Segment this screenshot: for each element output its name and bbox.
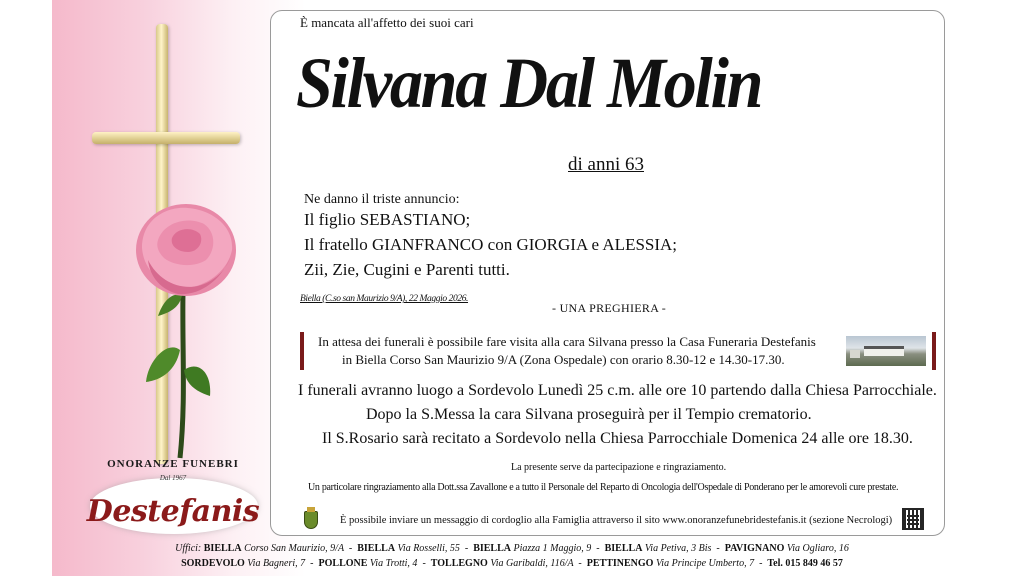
funeral-line: I funerali avranno luogo a Sordevolo Lunedì 25 c.m. alle ore 10 partendo dalla Chiesa Parrocchiale. [298, 382, 937, 399]
footer-address: Corso San Maurizio, 9/A [244, 543, 344, 554]
thanks-line: La presente serve da partecipazione e ringraziamento. [511, 462, 727, 473]
announce-text: Ne danno il triste annuncio: [304, 192, 460, 207]
logo-top-text: ONORANZE FUNEBRI [107, 458, 239, 470]
photo-building [864, 346, 904, 356]
footer-city: SORDEVOLO [181, 558, 245, 569]
intro-text: È mancata all'affetto dei suoi cari [300, 15, 474, 30]
footer-address: Via Principe Umberto, 7 [655, 558, 755, 569]
qr-code-icon[interactable] [902, 508, 924, 530]
footer-city: TOLLEGNO [430, 558, 488, 569]
visit-box [300, 332, 936, 370]
visit-line: In attesa dei funerali è possibile fare visita alla cara Silvana presso la Casa Funeraria Destefanis [318, 334, 816, 349]
coat-of-arms-icon [304, 511, 318, 529]
footer-address: Via Trotti, 4 [369, 558, 418, 569]
footer-address: Via Petiva, 3 Bis [644, 543, 712, 554]
funeral-line: Il S.Rosario sarà recitato a Sordevolo nella Chiesa Parrocchiale Domenica 24 alle ore 18.30. [322, 430, 913, 447]
footer-line-2: SORDEVOLO Via Bagneri, 7 - POLLONE Via Trotti, 4 - TOLLEGNO Via Garibaldi, 116/A - PETTINENGO Via Principe Umberto, 7 - Tel. 015 849 46 57 [181, 558, 843, 569]
footer-address: Via Rosselli, 55 [397, 543, 460, 554]
funeral-home-photo [846, 336, 926, 366]
footer-lead: Uffici: [175, 543, 204, 554]
place-date: Biella (C.so san Maurizio 9/A), 22 Maggio 2026. [300, 294, 469, 304]
footer-address: Via Ogliaro, 16 [786, 543, 849, 554]
relative-line: Il fratello GIANFRANCO con GIORGIA e ALESSIA; [304, 235, 678, 254]
relative-line: Il figlio SEBASTIANO; [304, 210, 471, 229]
funeral-home-logo [78, 458, 268, 536]
photo-building-small [850, 350, 860, 358]
condolence-text: È possibile inviare un messaggio di cordoglio alla Famiglia attraverso il sito www.onoranzefunebridestefanis.it (sezione Necrologi) [340, 515, 893, 526]
footer-city: BIELLA [604, 543, 643, 554]
right-margin [958, 0, 1024, 576]
footer-address: Via Bagneri, 7 [247, 558, 306, 569]
funeral-line: Dopo la S.Messa la cara Silvana proseguirà per il Tempio crematorio. [366, 406, 812, 423]
cross-bar [92, 132, 240, 144]
relative-line: Zii, Zie, Cugini e Parenti tutti. [304, 260, 510, 279]
footer-city: BIELLA [357, 543, 396, 554]
footer-address: Piazza 1 Maggio, 9 [513, 543, 592, 554]
age-text: di anni 63 [568, 154, 644, 175]
footer-address: Via Garibaldi, 116/A [490, 558, 574, 569]
prayer-heading: - UNA PREGHIERA - [552, 301, 667, 315]
footer-phone[interactable]: Tel. 015 849 46 57 [767, 558, 843, 569]
logo-since-text: Dal 1967 [159, 474, 187, 482]
footer-line-1: Uffici: BIELLA Corso San Maurizio, 9/A - BIELLA Via Rosselli, 55 - BIELLA Piazza 1 Maggio, 9 - BIELLA Via Petiva, 3 Bis - PAVIGNANO Via Ogliaro, 16 [175, 543, 849, 554]
rose-icon [128, 200, 248, 460]
footer-city: POLLONE [318, 558, 368, 569]
footer-city: BIELLA [203, 543, 242, 554]
footer-city: BIELLA [473, 543, 511, 554]
footer-city: PETTINENGO [586, 558, 654, 569]
left-margin [0, 0, 52, 576]
footer-city: PAVIGNANO [724, 543, 785, 554]
visit-line: in Biella Corso San Maurizio 9/A (Zona Ospedale) con orario 8.30-12 e 14.30-17.30. [342, 352, 785, 367]
deceased-name: Silvana Dal Molin [296, 43, 762, 123]
logo-name-text: Destefanis [86, 494, 260, 529]
thanks-line: Un particolare ringraziamento alla Dott.ssa Zavallone e a tutto il Personale del Reparto di Oncologia dell'Ospedale di Ponderano per le amorevoli cure prestate. [308, 482, 899, 493]
